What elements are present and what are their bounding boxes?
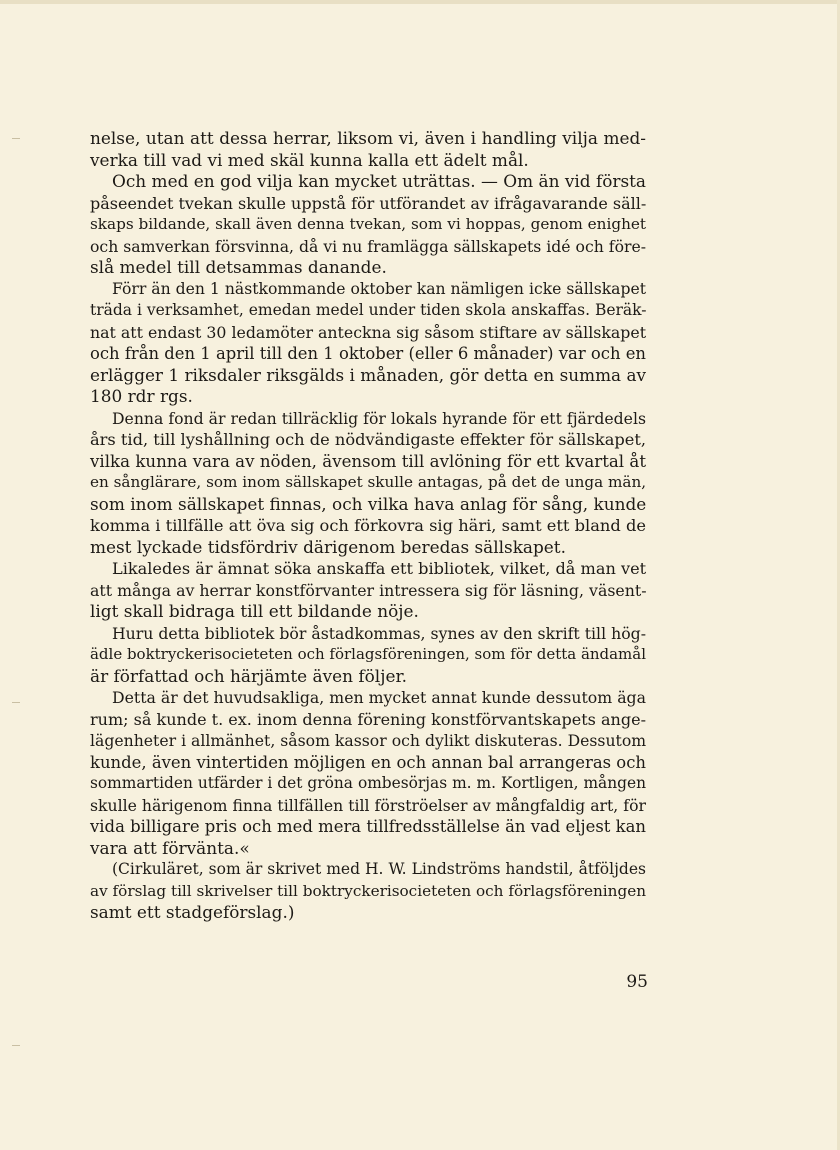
text-line: ligt skall bidraga till ett bildande nöje. <box>90 601 419 621</box>
text-line: är författad och härjämte även följer. <box>90 665 408 686</box>
text-line: erlägger 1 riksdaler riksgälds i månaden, gör detta en summa av <box>90 364 646 385</box>
text-line: Likaledes är ämnat söka anskaffa ett bibliotek, vilket, då man vet <box>112 559 647 578</box>
text-line: års tid, till lyshållning och de nödvändigaste effekter för sällskapet, <box>90 430 647 449</box>
text-line: slå medel till detsammas danande. <box>90 257 387 277</box>
text-line: rum; så kunde t. ex. inom denna förening konstförvantskapets ange- <box>90 709 646 729</box>
text-line: att många av herrar konstförvanter intressera sig för läsning, väsent- <box>90 580 647 600</box>
text-line: 180 rdr rgs. <box>90 386 193 406</box>
text-line: och från den 1 april till den 1 oktober (eller 6 månader) var och en <box>90 344 646 363</box>
text-line: nelse, utan att dessa herrar, liksom vi, även i handling vilja med- <box>90 128 646 148</box>
text-line: mest lyckade tidsfördriv därigenom beredas sällskapet. <box>90 536 566 557</box>
text-line: av förslag till skrivelser till boktryckerisocieteten och förlagsföreningen <box>90 881 646 900</box>
text-line: påseendet tvekan skulle uppstå för utförandet av ifrågavarande säll- <box>90 193 647 213</box>
page-number: 95 <box>626 972 648 992</box>
text-line: ädle boktryckerisocieteten och förlagsföreningen, som för detta ändamål <box>90 645 646 663</box>
text-line: skaps bildande, skall även denna tvekan, som vi hoppas, genom enighet <box>90 215 646 233</box>
text-line: (Cirkuläret, som är skrivet med H. W. Lindströms handstil, åtföljdes <box>112 860 646 878</box>
text-line: vara att förvänta.« <box>90 837 250 858</box>
text-line: lägenheter i allmänhet, såsom kassor och dylikt diskuteras. Dessutom <box>90 731 647 750</box>
text-line: samt ett stadgeförslag.) <box>90 902 295 922</box>
text-line: verka till vad vi med skäl kunna kalla ett ädelt mål. <box>90 149 529 170</box>
text-line: Detta är det huvudsakliga, men mycket annat kunde dessutom äga <box>112 688 646 707</box>
margin-mark <box>12 702 20 703</box>
text-line: vilka kunna vara av nöden, ävensom till avlöning för ett kvartal åt <box>90 451 646 471</box>
margin-mark <box>12 138 20 139</box>
text-line: Huru detta bibliotek bör åstadkommas, synes av den skrift till hög- <box>112 623 646 643</box>
text-line: kunde, även vintertiden möjligen en och annan bal arrangeras och <box>90 752 646 772</box>
text-line: som inom sällskapet finnas, och vilka hava anlag för sång, kunde <box>90 493 647 514</box>
text-line: nat att endast 30 ledamöter anteckna sig såsom stiftare av sällskapet <box>90 322 647 342</box>
text-line: träda i verksamhet, emedan medel under tiden skola anskaffas. Beräk- <box>90 301 647 319</box>
text-line: Och med en god vilja kan mycket uträttas. — Om än vid första <box>112 171 646 191</box>
text-line: vida billigare pris och med mera tillfredsställelse än vad eljest kan <box>90 817 646 836</box>
text-line: och samverkan försvinna, då vi nu framlägga sällskapets idé och före- <box>90 236 647 256</box>
text-line: sommartiden utfärder i det gröna ombesörjas m. m. Kortligen, mången <box>90 774 646 792</box>
text-line: komma i tillfälle att öva sig och förkovra sig häri, samt ett bland de <box>90 516 646 535</box>
text-line: Denna fond är redan tillräcklig för lokals hyrande för ett fjärdedels <box>112 408 646 428</box>
page-top-edge <box>0 0 840 4</box>
text-line: Förr än den 1 nästkommande oktober kan nämligen icke sällskapet <box>112 279 646 298</box>
text-line: skulle härigenom finna tillfällen till förströelser av mångfaldig art, för <box>90 795 646 815</box>
margin-mark <box>12 1045 20 1046</box>
text-line: en sånglärare, som inom sällskapet skulle antagas, på det de unga män, <box>90 473 647 491</box>
body-text <box>90 128 646 924</box>
